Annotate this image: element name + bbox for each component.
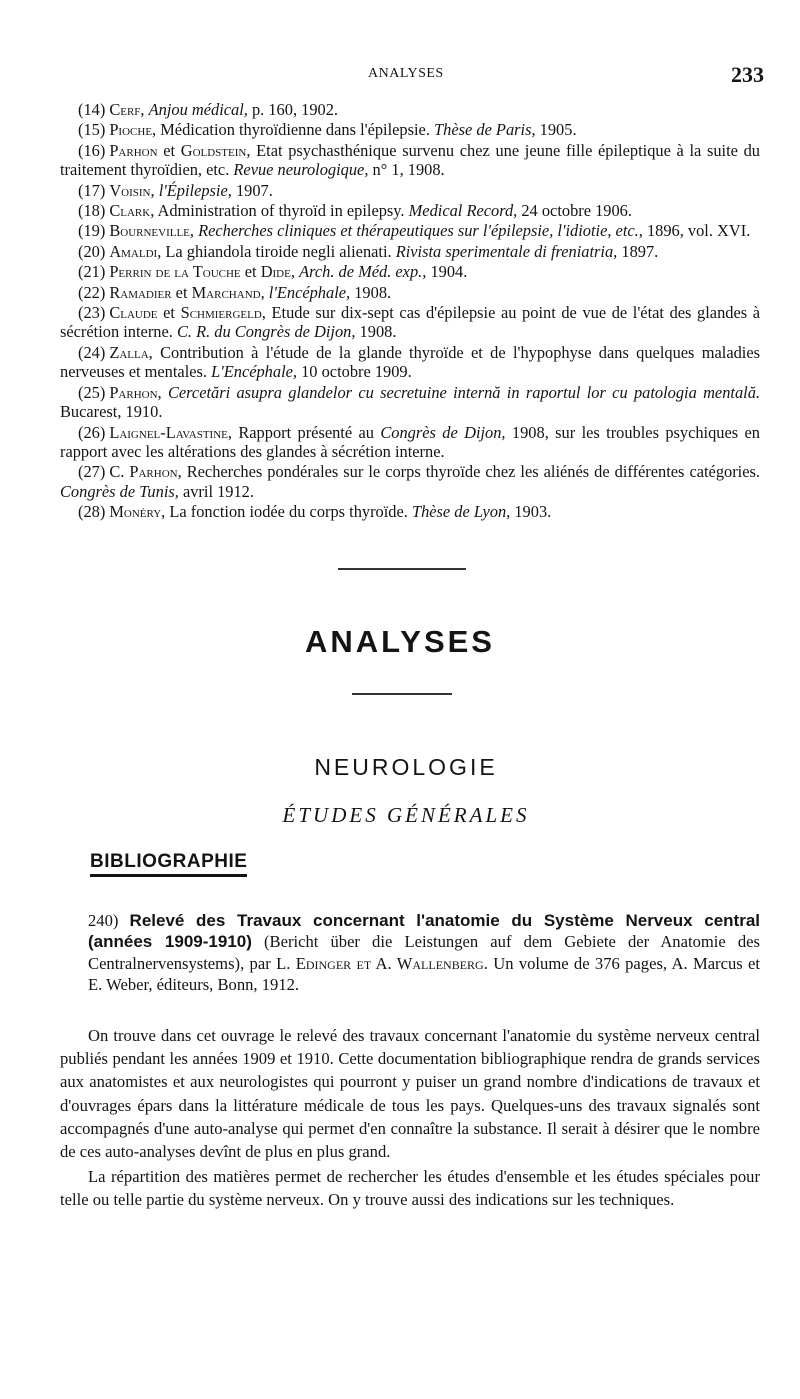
reference-item xyxy=(60,423,760,462)
reference-author: Voisin, xyxy=(109,180,155,200)
reference-author: Laignel-Lavastine, xyxy=(109,422,232,442)
reference-author: Bourneville, xyxy=(109,221,194,241)
reference-author: Parhon xyxy=(109,140,158,160)
reference-item xyxy=(60,201,760,220)
reference-source: L'Encéphale, xyxy=(211,362,298,382)
reference-source: Anjou médical, xyxy=(148,100,248,119)
reference-author: C. Parhon, xyxy=(109,462,182,482)
reference-text: et xyxy=(157,303,181,323)
reference-number: (25) xyxy=(78,382,106,402)
entry-publication: Un volume de 376 pages, A. Marcus et E. Weber, éditeurs, Bonn, 1912. xyxy=(88,953,761,994)
reference-details: 1904. xyxy=(426,262,468,282)
reference-item xyxy=(60,462,760,501)
page-number: 233 xyxy=(731,62,764,87)
reference-author: Ramadier xyxy=(109,282,172,302)
reference-details: 1905. xyxy=(535,120,577,140)
reference-number: (27) xyxy=(78,462,106,482)
reference-text: Etat psychasthénique survenu chez une jeune fille épileptique à la suite du traitement thyroïdien, etc. xyxy=(60,140,761,180)
reference-details: n° 1, 1908. xyxy=(368,160,445,180)
reference-item xyxy=(60,343,760,382)
section-divider-rule xyxy=(338,568,466,570)
reference-details: 1896, vol. XVI. xyxy=(642,221,751,241)
reference-source: Thèse de Paris, xyxy=(434,120,536,140)
reference-source: l'Épilepsie, xyxy=(158,180,232,200)
entry-citation xyxy=(88,910,760,995)
reference-details: 1908. xyxy=(355,322,397,342)
entry-title: Relevé des Travaux concernant l'anatomie du Système Nerveux central (années 1909-1910) xyxy=(88,911,760,952)
reference-number: (17) xyxy=(78,180,106,200)
reference-source: Thèse de Lyon, xyxy=(411,502,511,522)
analysis-body xyxy=(60,1024,760,1214)
reference-coauthor: Dide, xyxy=(260,262,295,282)
reference-author: Cerf, xyxy=(109,100,145,119)
reference-text: Contribution à l'étude de la glande thyroïde et de l'hypophyse dans quelques maladies nerveuses et mentales. xyxy=(60,342,760,382)
reference-item xyxy=(60,383,760,422)
reference-item xyxy=(60,303,760,342)
reference-list xyxy=(60,100,760,523)
reference-author: Perrin de la Touche xyxy=(109,262,241,282)
section-heading: ANALYSES xyxy=(305,624,495,659)
reference-number: (24) xyxy=(78,342,106,362)
reference-source: Revue neurologique, xyxy=(233,160,369,180)
reference-details: 1897. xyxy=(617,241,659,261)
entry-number: 240) xyxy=(88,911,119,930)
reference-item xyxy=(60,221,760,240)
reference-author: Amaldi, xyxy=(109,241,162,261)
reference-source: C. R. du Congrès de Dijon, xyxy=(176,322,356,342)
reference-text: et xyxy=(157,140,181,160)
heading-underline-rule xyxy=(352,693,452,695)
analysis-entry xyxy=(88,910,760,995)
reference-text: Administration of thyroïd in epilepsy. xyxy=(154,201,409,221)
reference-author: Monéry, xyxy=(109,502,166,522)
reference-details: 1903. xyxy=(510,502,552,522)
reference-number: (26) xyxy=(78,422,106,442)
reference-number: (16) xyxy=(78,140,106,160)
reference-number: (14) xyxy=(78,100,106,119)
running-head xyxy=(0,62,800,87)
reference-details: 1908. xyxy=(350,282,392,302)
rubric-heading: BIBLIOGRAPHIE xyxy=(90,851,247,877)
reference-number: (18) xyxy=(78,201,106,221)
subsubsection-heading: ÉTUDES GÉNÉRALES xyxy=(282,803,530,827)
reference-number: (21) xyxy=(78,262,106,282)
reference-item xyxy=(60,262,760,281)
reference-source: Recherches cliniques et thérapeutiques sur l'épilepsie, l'idiotie, etc., xyxy=(198,221,643,241)
reference-number: (28) xyxy=(78,502,106,522)
reference-author: Claude xyxy=(109,303,158,323)
reference-source: Congrès de Tunis, xyxy=(60,481,179,501)
reference-text: Rapport présenté au xyxy=(231,422,381,442)
reference-author: Clark, xyxy=(109,201,155,221)
reference-coauthor: Schmiergeld, xyxy=(180,303,266,323)
reference-number: (22) xyxy=(78,282,106,302)
reference-details: 1907. xyxy=(231,180,273,200)
entry-authors: L. Edinger et A. Wallenberg. xyxy=(276,953,488,973)
reference-source: Congrès de Dijon, xyxy=(380,422,506,442)
reference-number: (23) xyxy=(78,303,106,323)
reference-text: Médication thyroïdienne dans l'épilepsie. xyxy=(156,120,435,140)
body-paragraph: On trouve dans cet ouvrage le relevé des travaux concernant l'anatomie du système nerveux central publiés pendant les années 1909 et 1910. Cette documentation bibliographique rendra de grands services aux anatomistes et aux neurologistes qui pourront y puiser un grand nombre d'indications de travaux et d'ouvrages épars dans la littérature médicale de tous les pays. Quelques-uns des travaux signalés sont accompagnés d'une auto-analyse qui permet d'en connaître la substance. Il serait à désirer que le nombre de ces auto-analyses devînt de plus en plus grand. xyxy=(60,1026,760,1162)
reference-details: 10 octobre 1909. xyxy=(297,362,412,382)
entry-german-title: (Bericht über die Leistungen auf dem Gebiete der Anatomie des Centralnervensystems), par xyxy=(88,932,760,973)
reference-item xyxy=(60,242,760,261)
reference-item xyxy=(60,181,760,200)
reference-number: (15) xyxy=(78,120,106,140)
reference-coauthor: Goldstein, xyxy=(180,140,251,160)
reference-source: l'Encéphale, xyxy=(268,282,351,302)
reference-author: Parhon, xyxy=(109,382,162,402)
reference-source: Rivista sperimentale di freniatria, xyxy=(395,241,618,261)
reference-item xyxy=(60,283,760,302)
reference-number: (20) xyxy=(78,241,106,261)
reference-source: Arch. de Méd. exp., xyxy=(299,262,427,282)
reference-source: Cercetări asupra glandelor cu secretuine internă in raportul lor cu patologia mentală. xyxy=(167,382,760,402)
reference-details: Bucarest, 1910. xyxy=(60,402,163,422)
reference-item xyxy=(60,100,760,119)
reference-text: et xyxy=(240,262,261,282)
reference-author: Pioche, xyxy=(109,120,157,140)
reference-coauthor: Marchand, xyxy=(191,282,265,302)
reference-details: p. 160, 1902. xyxy=(247,100,339,119)
reference-details: 24 octobre 1906. xyxy=(517,201,632,221)
reference-source: Medical Record, xyxy=(408,201,518,221)
running-head-title: ANALYSES xyxy=(368,66,444,81)
reference-details: 1908, sur les troubles psychiques en rapport avec les altérations des glandes à sécrétion interne. xyxy=(60,422,760,461)
reference-item xyxy=(60,502,760,521)
reference-details: avril 1912. xyxy=(178,481,254,501)
reference-item xyxy=(60,120,760,139)
reference-number: (19) xyxy=(78,221,106,241)
reference-text: La fonction iodée du corps thyroïde. xyxy=(165,502,412,522)
body-paragraph: La répartition des matières permet de rechercher les études d'ensemble et les études spéciales pour telle ou telle partie du système nerveux. On y trouve aussi des indications sur les techniques. xyxy=(60,1167,760,1210)
reference-text: et xyxy=(171,282,192,302)
reference-text: La ghiandola tiroide negli alienati. xyxy=(161,241,396,261)
reference-text: Recherches pondérales sur le corps thyroïde chez les aliénés de différentes catégories. xyxy=(181,462,760,482)
reference-author: Zalla, xyxy=(109,342,153,362)
reference-item xyxy=(60,141,760,180)
subsection-heading: NEUROLOGIE xyxy=(314,754,498,780)
reference-text: Etude sur dix-sept cas d'épilepsie au point de vue de l'état des glandes à sécrétion interne. xyxy=(60,303,760,342)
